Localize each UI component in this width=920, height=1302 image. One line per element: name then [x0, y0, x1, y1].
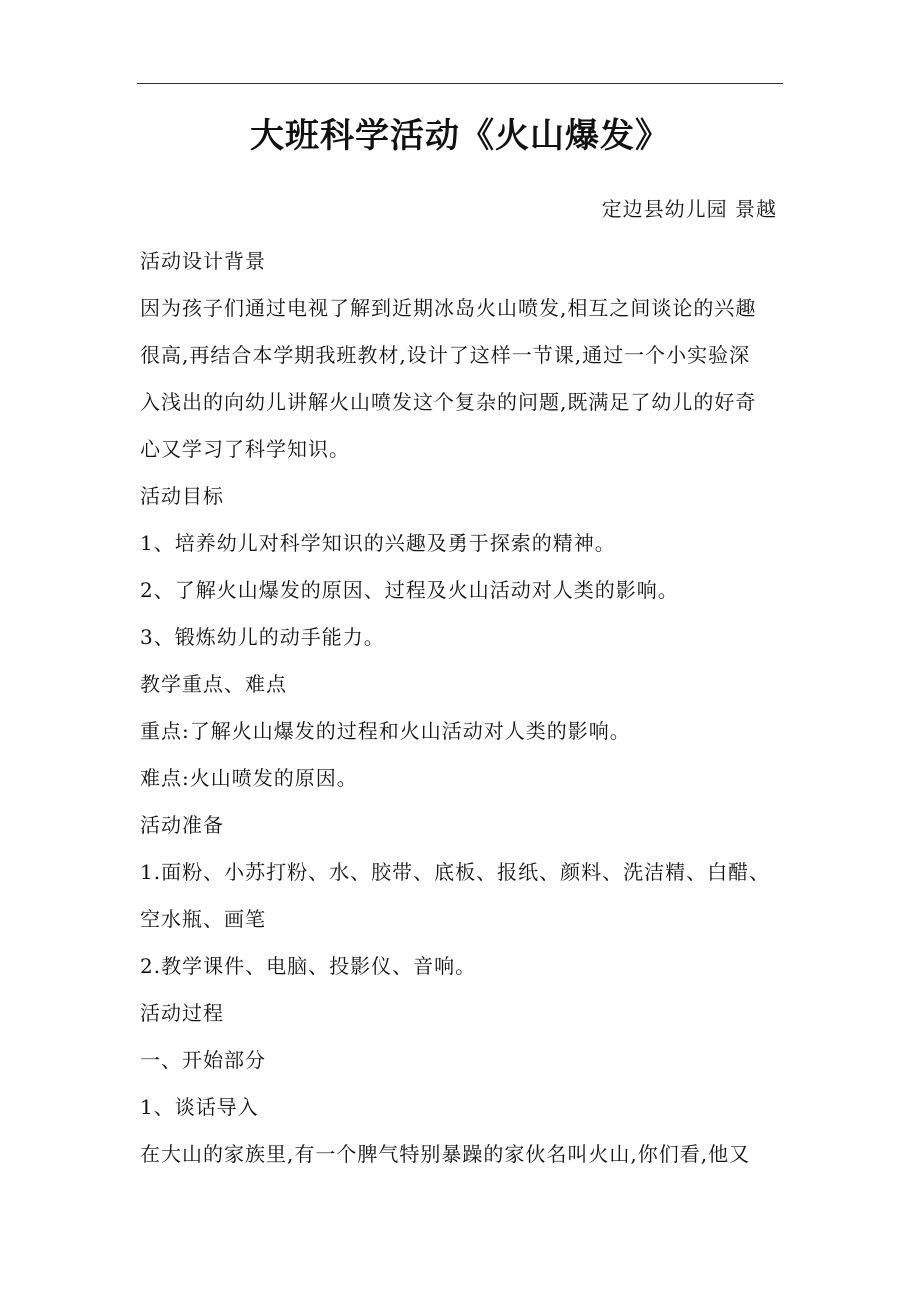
keypoint-difficulty: 难点:火山喷发的原因。	[140, 766, 358, 790]
keypoint-focus: 重点:了解火山爆发的过程和火山活动对人类的影响。	[140, 719, 631, 743]
subsection-heading: 一、开始部分	[140, 1048, 266, 1072]
step-heading: 1、谈话导入	[140, 1095, 259, 1119]
paragraph-line: 很高,再结合本学期我班教材,设计了这样一节课,通过一个小实验深	[140, 343, 751, 367]
section-heading-preparation: 活动准备	[140, 813, 224, 837]
goal-item: 2、了解火山爆发的原因、过程及火山活动对人类的影响。	[140, 578, 679, 602]
document-title: 大班科学活动《火山爆发》	[250, 116, 670, 156]
section-heading-background: 活动设计背景	[140, 249, 266, 273]
header-rule	[137, 83, 783, 84]
document-body	[140, 238, 782, 1178]
paragraph-line: 入浅出的向幼儿讲解火山喷发这个复杂的问题,既满足了幼儿的好奇	[140, 390, 757, 414]
section-heading-process: 活动过程	[140, 1001, 224, 1025]
section-heading-goals: 活动目标	[140, 484, 224, 508]
author-line: 定边县幼儿园 景越	[601, 197, 777, 221]
prep-item-line: 1.面粉、小苏打粉、水、胶带、底板、报纸、颜料、洗洁精、白醋、	[140, 860, 771, 884]
goal-item: 1、培养幼儿对科学知识的兴趣及勇于探索的精神。	[140, 531, 616, 555]
prep-item: 2.教学课件、电脑、投影仪、音响。	[140, 954, 477, 978]
paragraph-line: 心又学习了科学知识。	[140, 437, 350, 461]
paragraph-line: 在大山的家族里,有一个脾气特别暴躁的家伙名叫火山,你们看,他又	[140, 1142, 751, 1166]
prep-item-line: 空水瓶、画笔	[140, 907, 266, 931]
paragraph-line: 因为孩子们通过电视了解到近期冰岛火山喷发,相互之间谈论的兴趣	[140, 296, 757, 320]
section-heading-keypoints: 教学重点、难点	[140, 672, 287, 696]
goal-item: 3、锻炼幼儿的动手能力。	[140, 625, 385, 649]
